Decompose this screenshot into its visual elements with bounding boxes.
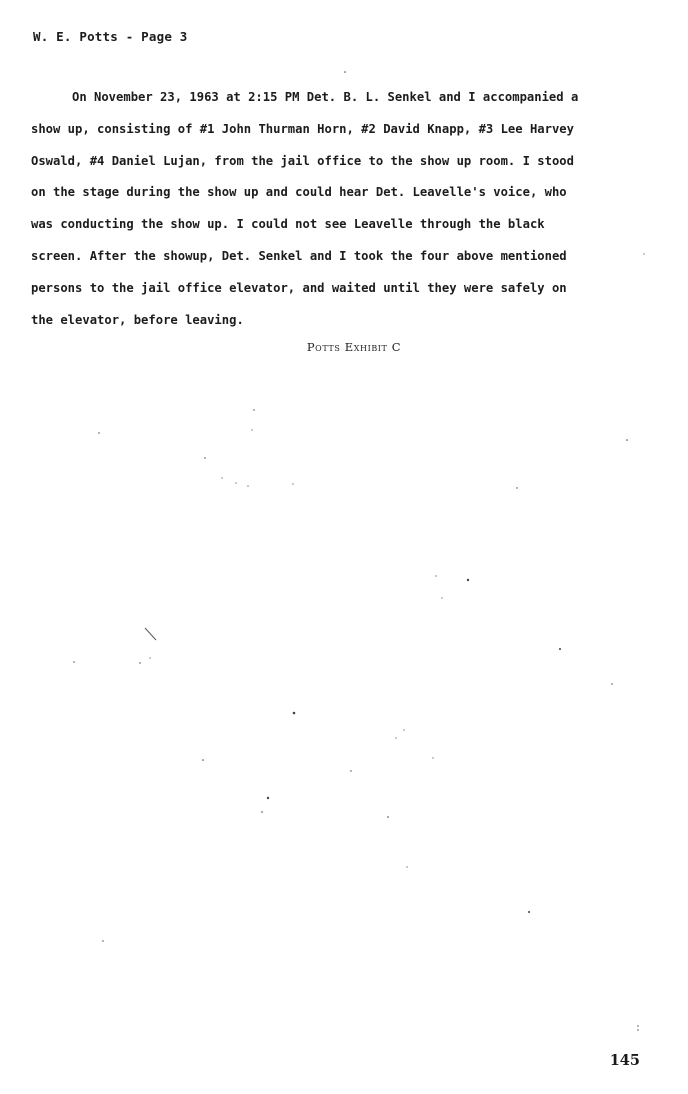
page-number: 145	[609, 1052, 640, 1069]
exhibit-label-text: Potts Exhibit C	[306, 340, 402, 354]
paragraph-line: show up, consisting of #1 John Thurman Horn, #2 David Knapp, #3 Lee Harvey	[31, 121, 574, 136]
paragraph-line: persons to the jail office elevator, and waited until they were safely on	[31, 280, 567, 295]
paragraph-line: screen. After the showup, Det. Senkel and I took the four above mentioned	[31, 248, 567, 263]
paragraph-line: Oswald, #4 Daniel Lujan, from the jail office to the show up room. I stood	[31, 153, 574, 168]
page-header: W. E. Potts - Page 3	[33, 29, 188, 44]
paragraph-line: was conducting the show up. I could not see Leavelle through the black	[31, 217, 545, 232]
paragraph-line: On November 23, 1963 at 2:15 PM Det. B. L. Senkel and I accompanied a	[72, 90, 579, 104]
paragraph-line: the elevator, before leaving.	[31, 312, 244, 327]
paragraph-line: on the stage during the show up and could hear Det. Leavelle's voice, who	[31, 185, 567, 200]
